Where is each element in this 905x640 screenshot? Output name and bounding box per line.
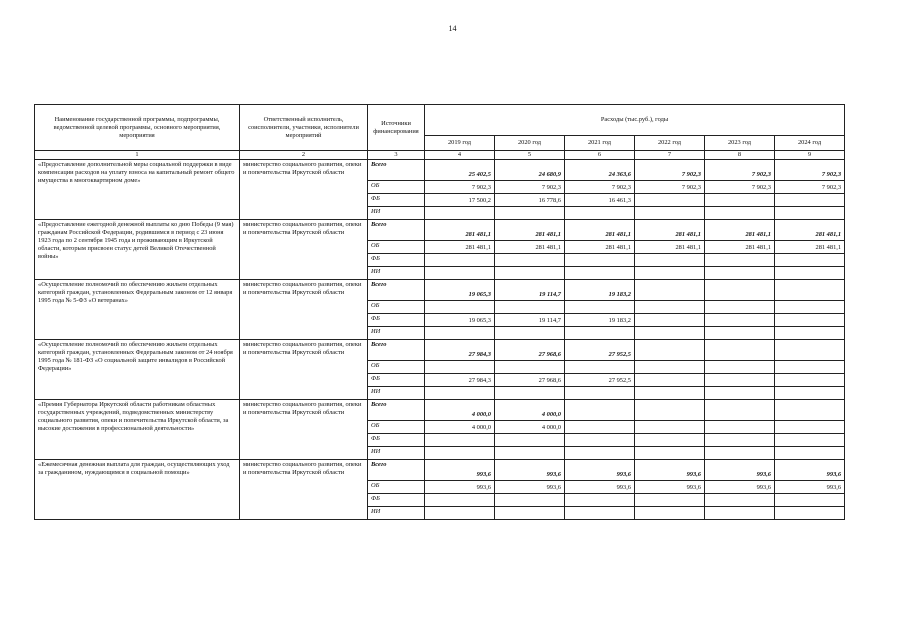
expense-value: 281 481,1 [705, 220, 775, 241]
expense-value [425, 387, 495, 400]
expense-value: 993,6 [775, 481, 845, 494]
funding-source: ИИ [368, 447, 425, 460]
expense-value: 993,6 [775, 460, 845, 481]
expense-value [635, 314, 705, 327]
executor: министерство социального развития, опеки и попечительства Иркутской области [240, 460, 368, 520]
expense-value: 19 114,7 [495, 314, 565, 327]
expense-value: 281 481,1 [775, 220, 845, 241]
expense-value [425, 507, 495, 520]
table-row [35, 220, 845, 241]
expense-value [635, 374, 705, 387]
expense-value [495, 434, 565, 447]
expense-value [495, 387, 565, 400]
funding-source: ОБ [368, 301, 425, 314]
expense-value [705, 361, 775, 374]
expense-value: 281 481,1 [425, 241, 495, 254]
expense-value: 281 481,1 [635, 220, 705, 241]
expense-value: 993,6 [565, 481, 635, 494]
expense-value [495, 361, 565, 374]
program-name: «Премия Губернатора Иркутской области работникам областных государственных учреждений, подведомственных министерству социального развития, опеки и попечительства Иркутской области, за высокие достижения в профессиональной деятельности» [35, 400, 240, 460]
header-year: 2021 год [565, 136, 635, 151]
expense-value: 19 183,2 [565, 314, 635, 327]
expense-value [705, 434, 775, 447]
program-name: «Ежемесячная денежная выплата для граждан, осуществляющих уход за гражданином, нуждающимся в социальной помощи» [35, 460, 240, 520]
executor: министерство социального развития, опеки и попечительства Иркутской области [240, 220, 368, 280]
expense-value [775, 280, 845, 301]
funding-source: Всего [368, 460, 425, 481]
expense-value: 27 968,6 [495, 374, 565, 387]
expense-value [565, 400, 635, 421]
expense-value [635, 340, 705, 361]
expense-value [495, 254, 565, 267]
expense-value [565, 434, 635, 447]
funding-source: ИИ [368, 267, 425, 280]
expense-value [635, 267, 705, 280]
expense-value: 27 984,3 [425, 340, 495, 361]
expense-value [775, 434, 845, 447]
expense-value [635, 207, 705, 220]
expense-value: 19 114,7 [495, 280, 565, 301]
column-number: 9 [775, 151, 845, 160]
expense-value [425, 447, 495, 460]
header-expenses: Расходы (тыс.руб.), годы [425, 105, 845, 136]
expense-value [775, 340, 845, 361]
expense-value: 281 481,1 [775, 241, 845, 254]
expense-value: 7 902,3 [425, 181, 495, 194]
expense-value: 7 902,3 [635, 181, 705, 194]
expense-value: 7 902,3 [635, 160, 705, 181]
funding-source: ФБ [368, 314, 425, 327]
header-year: 2023 год [705, 136, 775, 151]
expense-value [635, 280, 705, 301]
expense-value [775, 507, 845, 520]
program-name: «Предоставление ежегодной денежной выплаты ко дню Победы (9 мая) гражданам Российской Федерации, родившимся в период с 23 июня 1923 года по 2 сентября 1945 года и проживающим в Иркутской области, которым присвоен статус детей Великой Отечественной войны» [35, 220, 240, 280]
expense-value: 27 968,6 [495, 340, 565, 361]
funding-source: Всего [368, 160, 425, 181]
executor: министерство социального развития, опеки и попечительства Иркутской области [240, 160, 368, 220]
funding-source: Всего [368, 280, 425, 301]
expense-value [565, 254, 635, 267]
expense-value [425, 494, 495, 507]
header-year: 2019 год [425, 136, 495, 151]
expense-value [495, 507, 565, 520]
expense-value [635, 400, 705, 421]
expense-value [705, 327, 775, 340]
expense-value: 281 481,1 [705, 241, 775, 254]
expense-value [705, 507, 775, 520]
funding-source: ИИ [368, 207, 425, 220]
column-number: 7 [635, 151, 705, 160]
expense-value [635, 507, 705, 520]
funding-source: ОБ [368, 361, 425, 374]
header-sources: Источники финансирования [368, 105, 425, 151]
expense-value: 4 000,0 [495, 400, 565, 421]
expense-value [705, 301, 775, 314]
expense-value [495, 494, 565, 507]
expense-value: 993,6 [635, 481, 705, 494]
expense-value: 993,6 [425, 481, 495, 494]
expense-value: 993,6 [495, 460, 565, 481]
executor: министерство социального развития, опеки и попечительства Иркутской области [240, 340, 368, 400]
funding-source: Всего [368, 400, 425, 421]
expense-value [635, 494, 705, 507]
expense-value [775, 387, 845, 400]
column-number: 4 [425, 151, 495, 160]
expense-value [705, 447, 775, 460]
expense-value [705, 267, 775, 280]
expense-value: 7 902,3 [705, 160, 775, 181]
expense-value [775, 361, 845, 374]
expense-value: 19 183,2 [565, 280, 635, 301]
expense-value: 25 402,5 [425, 160, 495, 181]
expense-value [565, 447, 635, 460]
expense-value [635, 194, 705, 207]
expense-value: 7 902,3 [705, 181, 775, 194]
program-name: «Осуществление полномочий по обеспечению жильем отдельных категорий граждан, установленных Федеральным законом от 24 ноября 1995 года № 181-ФЗ «О социальной защите инвалидов в Российской Федерации» [35, 340, 240, 400]
expense-value [425, 327, 495, 340]
expense-value [635, 254, 705, 267]
expense-value: 16 778,6 [495, 194, 565, 207]
executor: министерство социального развития, опеки и попечительства Иркутской области [240, 280, 368, 340]
expenses-table [34, 104, 845, 520]
header-year: 2022 год [635, 136, 705, 151]
expense-value [635, 327, 705, 340]
expense-value: 281 481,1 [495, 241, 565, 254]
column-number: 6 [565, 151, 635, 160]
expense-value [565, 421, 635, 434]
funding-source: ФБ [368, 374, 425, 387]
expense-value [705, 254, 775, 267]
expense-value [705, 280, 775, 301]
funding-source: ФБ [368, 494, 425, 507]
column-number: 5 [495, 151, 565, 160]
expense-value: 281 481,1 [565, 241, 635, 254]
expense-value: 281 481,1 [425, 220, 495, 241]
expense-value: 993,6 [705, 481, 775, 494]
expense-value [705, 387, 775, 400]
expense-value [705, 494, 775, 507]
expense-value [565, 207, 635, 220]
expense-value: 993,6 [705, 460, 775, 481]
header-executor: Ответственный исполнитель, соисполнители, участники, исполнители мероприятий [240, 105, 368, 151]
expense-value: 281 481,1 [565, 220, 635, 241]
expense-value: 281 481,1 [495, 220, 565, 241]
expense-value [565, 387, 635, 400]
expense-value: 24 680,9 [495, 160, 565, 181]
expense-value [775, 327, 845, 340]
funding-source: ОБ [368, 481, 425, 494]
expense-value [635, 387, 705, 400]
expense-value: 27 952,5 [565, 374, 635, 387]
expense-value [495, 327, 565, 340]
expense-value [775, 421, 845, 434]
expense-value [775, 194, 845, 207]
table-row [35, 460, 845, 481]
expense-value [775, 314, 845, 327]
expense-value: 24 363,6 [565, 160, 635, 181]
header-year: 2024 год [775, 136, 845, 151]
expense-value: 993,6 [565, 460, 635, 481]
expense-value [425, 267, 495, 280]
funding-source: ФБ [368, 194, 425, 207]
expense-value [565, 301, 635, 314]
expense-value: 27 984,3 [425, 374, 495, 387]
expense-value [495, 267, 565, 280]
expense-value: 4 000,0 [425, 421, 495, 434]
expense-value [425, 301, 495, 314]
expense-value [565, 507, 635, 520]
expense-value [775, 447, 845, 460]
expense-value [565, 267, 635, 280]
expense-value: 7 902,3 [565, 181, 635, 194]
funding-source: ИИ [368, 507, 425, 520]
expense-value [495, 207, 565, 220]
funding-source: Всего [368, 340, 425, 361]
expense-value [425, 361, 495, 374]
expense-value: 4 000,0 [425, 400, 495, 421]
page-number: 14 [448, 24, 457, 33]
expense-value [565, 361, 635, 374]
expense-value [775, 254, 845, 267]
expense-value: 7 902,3 [775, 181, 845, 194]
expense-value [705, 194, 775, 207]
expense-value [775, 494, 845, 507]
expense-value: 16 461,3 [565, 194, 635, 207]
table-row [35, 400, 845, 421]
expense-value: 7 902,3 [495, 181, 565, 194]
expense-value [425, 434, 495, 447]
expense-value: 17 500,2 [425, 194, 495, 207]
expense-value: 281 481,1 [635, 241, 705, 254]
header-year: 2020 год [495, 136, 565, 151]
executor: министерство социального развития, опеки и попечительства Иркутской области [240, 400, 368, 460]
expense-value: 993,6 [635, 460, 705, 481]
expense-value: 993,6 [495, 481, 565, 494]
expense-value [495, 301, 565, 314]
table-row [35, 160, 845, 181]
table-row [35, 340, 845, 361]
expense-value [635, 421, 705, 434]
expense-value: 7 902,3 [775, 160, 845, 181]
expense-value: 4 000,0 [495, 421, 565, 434]
expense-value [565, 327, 635, 340]
expense-value: 19 065,3 [425, 314, 495, 327]
expense-value [705, 374, 775, 387]
header-program: Наименование государственной программы, подпрограммы, ведомственной целевой программы, основного мероприятия, мероприятия [35, 105, 240, 151]
expense-value [705, 207, 775, 220]
expense-value [705, 314, 775, 327]
table-row [35, 280, 845, 301]
program-name: «Предоставление дополнительной меры социальной поддержки в виде компенсации расходов на уплату взноса на капитальный ремонт общего имущества в многоквартирном доме» [35, 160, 240, 220]
expense-value [565, 494, 635, 507]
expense-value: 993,6 [425, 460, 495, 481]
expense-value [775, 400, 845, 421]
expense-value [775, 207, 845, 220]
funding-source: ИИ [368, 327, 425, 340]
expense-value [635, 447, 705, 460]
expense-value [425, 207, 495, 220]
expense-value [495, 447, 565, 460]
column-number: 8 [705, 151, 775, 160]
expense-value [775, 301, 845, 314]
program-name: «Осуществление полномочий по обеспечению жильем отдельных категорий граждан, установленных Федеральным законом от 12 января 1995 года № 5-ФЗ «О ветеранах» [35, 280, 240, 340]
column-number: 3 [368, 151, 425, 160]
funding-source: ОБ [368, 241, 425, 254]
funding-source: ОБ [368, 421, 425, 434]
expense-value [425, 254, 495, 267]
funding-source: ФБ [368, 254, 425, 267]
column-number: 1 [35, 151, 240, 160]
expense-value [775, 374, 845, 387]
funding-source: ОБ [368, 181, 425, 194]
expense-value [705, 400, 775, 421]
expense-value [635, 434, 705, 447]
column-number: 2 [240, 151, 368, 160]
expense-value: 19 065,3 [425, 280, 495, 301]
expense-value [635, 361, 705, 374]
expense-value [705, 421, 775, 434]
expense-value [775, 267, 845, 280]
funding-source: ИИ [368, 387, 425, 400]
expense-value: 27 952,5 [565, 340, 635, 361]
funding-source: Всего [368, 220, 425, 241]
funding-source: ФБ [368, 434, 425, 447]
expense-value [635, 301, 705, 314]
expense-value [705, 340, 775, 361]
